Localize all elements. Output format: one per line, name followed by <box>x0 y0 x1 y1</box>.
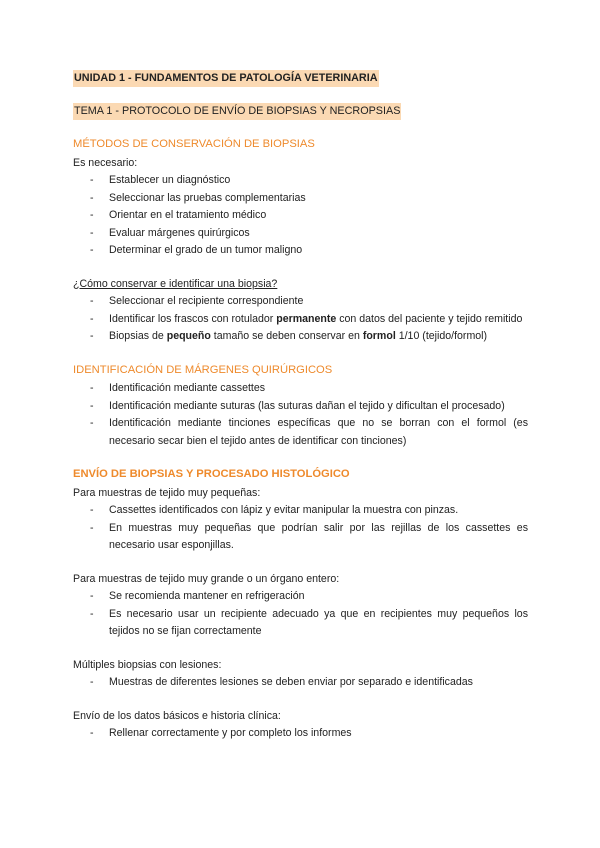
list-item: - Establecer un diagnóstico <box>73 172 528 190</box>
bold-term: formol <box>362 330 396 342</box>
small-samples-list <box>73 502 528 555</box>
list-item: - Rellenar correctamente y por completo los informes <box>73 725 528 743</box>
document-body <box>73 70 528 743</box>
section-heading-margins: IDENTIFICACIÓN DE MÁRGENES QUIRÚRGICOS <box>73 363 333 376</box>
bold-term: permanente <box>276 312 337 325</box>
list-item: - Identificación mediante cassettes <box>73 380 528 398</box>
text-run: Identificar los frascos con rotulador <box>109 312 277 325</box>
multiple-biopsies-list <box>73 674 528 692</box>
list-item: - Identificación mediante suturas (las suturas dañan el tejido y dificultan el procesado) <box>73 398 528 416</box>
clinical-data-intro: Envío de los datos básicos e historia clínica: <box>73 709 281 722</box>
text-run: Biopsias de <box>109 330 167 342</box>
list-item: - Determinar el grado de un tumor maligno <box>73 242 528 260</box>
conservation-question: ¿Cómo conservar e identificar una biopsia? <box>73 277 278 290</box>
text-run: con datos del paciente y tejido remitido <box>336 312 523 325</box>
list-item: - Seleccionar las pruebas complementarias <box>73 190 528 208</box>
list-item: - Identificación mediante tinciones específicas que no se borran con el formol (es necesario secar bien el tejido antes de identificar con tinciones) <box>73 415 528 450</box>
large-samples-list <box>73 588 528 641</box>
topic-title <box>73 103 528 121</box>
clinical-data-list <box>73 725 528 743</box>
conservation-list <box>73 172 528 260</box>
unit-title <box>73 70 528 88</box>
unit-title-highlight: UNIDAD 1 - FUNDAMENTOS DE PATOLOGÍA VETERINARIA <box>73 70 379 87</box>
list-item: - Se recomienda mantener en refrigeración <box>73 588 528 606</box>
list-item: - Cassettes identificados con lápiz y evitar manipular la muestra con pinzas. <box>73 502 528 520</box>
list-item <box>73 328 528 346</box>
list-item: - Seleccionar el recipiente correspondiente <box>73 293 528 311</box>
text-run: tamaño se deben conservar en <box>210 330 363 342</box>
bold-term: pequeño <box>166 330 211 342</box>
list-item: - En muestras muy pequeñas que podrían salir por las rejillas de los cassettes es necesario usar esponjillas. <box>73 520 528 555</box>
section-heading-shipping: ENVÍO DE BIOPSIAS Y PROCESADO HISTOLÓGICO <box>73 468 350 480</box>
conservation-intro: Es necesario: <box>73 156 138 169</box>
list-item: - Es necesario usar un recipiente adecuado ya que en recipientes muy pequeños los tejidos no se fijan correctamente <box>73 606 528 641</box>
list-item: - Muestras de diferentes lesiones se deben enviar por separado e identificadas <box>73 674 528 692</box>
text-run: 1/10 (tejido/formol) <box>395 330 488 342</box>
list-item: - Orientar en el tratamiento médico <box>73 207 528 225</box>
section-heading-conservation: MÉTODOS DE CONSERVACIÓN DE BIOPSIAS <box>73 138 315 150</box>
conservation-question-list <box>73 293 528 346</box>
margins-list <box>73 380 528 450</box>
large-samples-intro: Para muestras de tejido muy grande o un órgano entero: <box>73 572 340 585</box>
small-samples-intro: Para muestras de tejido muy pequeñas: <box>73 486 261 499</box>
topic-title-highlight: TEMA 1 - PROTOCOLO DE ENVÍO DE BIOPSIAS Y NECROPSIAS <box>73 103 401 120</box>
multiple-biopsies-intro: Múltiples biopsias con lesiones: <box>73 658 222 671</box>
list-item: - Evaluar márgenes quirúrgicos <box>73 225 528 243</box>
list-item <box>73 311 528 329</box>
